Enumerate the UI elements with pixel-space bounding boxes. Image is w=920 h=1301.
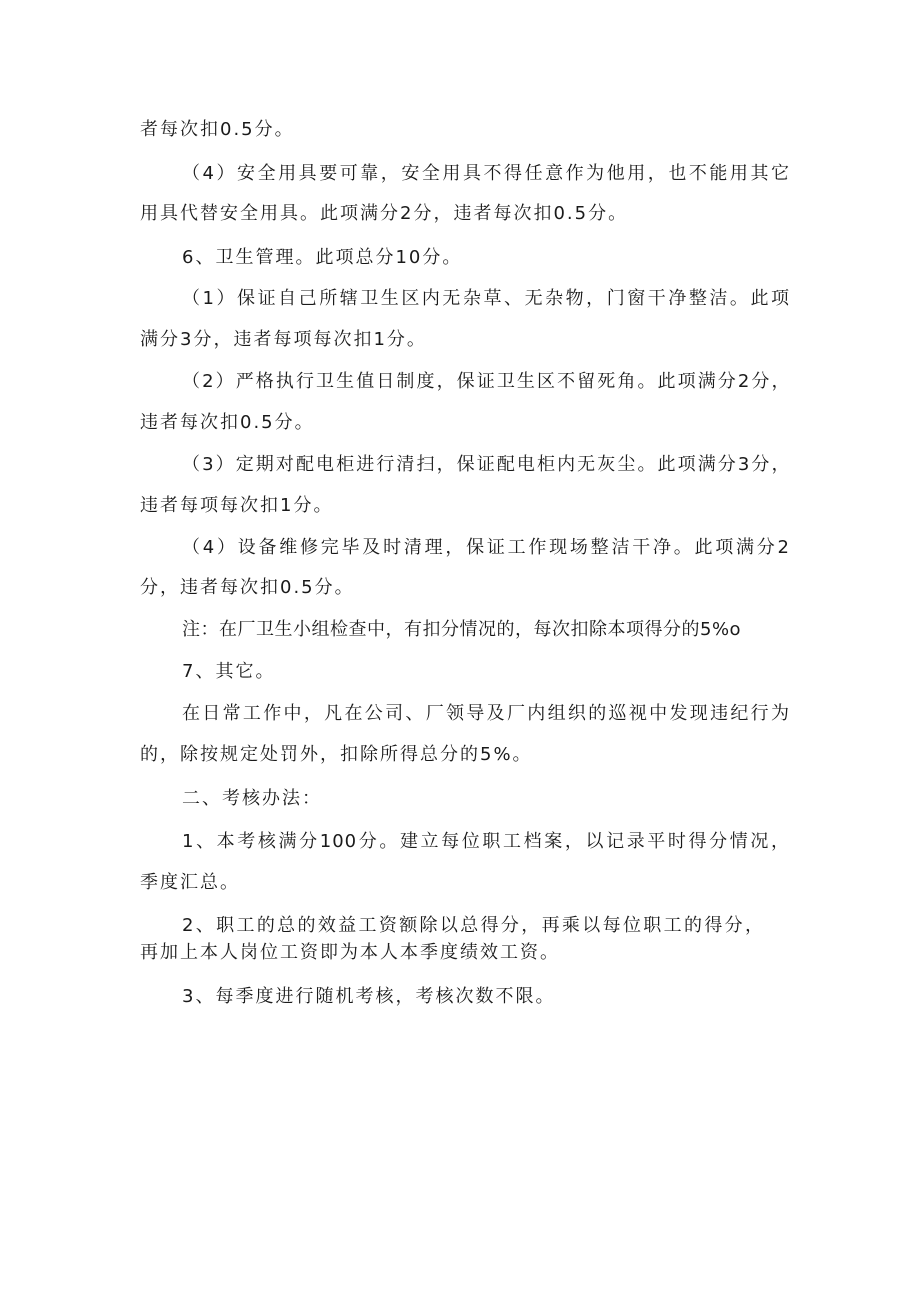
text-line-hygiene-1-cont: 满分3分，违者每项每次扣1分。 [140,329,427,350]
note-line: 注：在厂卫生小组检查中，有扣分情况的，每次扣除本项得分的5%o [182,619,742,640]
section-heading-hygiene: 6、卫生管理。此项总分10分。 [182,247,463,268]
text-line-assessment-1: 1、本考核满分100分。建立每位职工档案，以记录平时得分情况， [182,831,790,852]
text-line-hygiene-2-cont: 违者每次扣0.5分。 [140,412,315,433]
text-line-assessment-3: 3、每季度进行随机考核，考核次数不限。 [182,986,556,1007]
text-line-item-4-cont: 用具代替安全用具。此项满分2分，违者每次扣0.5分。 [140,203,629,224]
text-line-hygiene-4-cont: 分，违者每次扣0.5分。 [140,577,355,598]
text-line-hygiene-2: （2）严格执行卫生值日制度，保证卫生区不留死角。此项满分2分， [182,371,790,392]
text-line-assessment-1-cont: 季度汇总。 [140,872,240,893]
text-line-continuation: 者每次扣0.5分。 [140,119,295,140]
text-line-assessment-2-cont: 再加上本人岗位工资即为本人本季度绩效工资。 [140,942,560,963]
text-line-hygiene-3-cont: 违者每项每次扣1分。 [140,495,334,516]
text-line-hygiene-3: （3）定期对配电柜进行清扫，保证配电柜内无灰尘。此项满分3分， [182,454,790,475]
text-line-hygiene-1: （1）保证自己所辖卫生区内无杂草、无杂物，门窗干净整洁。此项 [182,288,790,309]
text-line-other: 在日常工作中，凡在公司、厂领导及厂内组织的巡视中发现违纪行为 [182,703,790,724]
text-line-assessment-2: 2、职工的总的效益工资额除以总得分，再乘以每位职工的得分， [182,915,764,936]
text-line-hygiene-4: （4）设备维修完毕及时清理，保证工作现场整洁干净。此项满分2 [182,537,790,558]
section-heading-assessment: 二、考核办法： [182,788,322,809]
text-line-other-cont: 的，除按规定处罚外，扣除所得总分的5%。 [140,744,533,765]
text-line-item-4: （4）安全用具要可靠，安全用具不得任意作为他用，也不能用其它 [182,163,790,184]
section-heading-other: 7、其它。 [182,661,276,682]
